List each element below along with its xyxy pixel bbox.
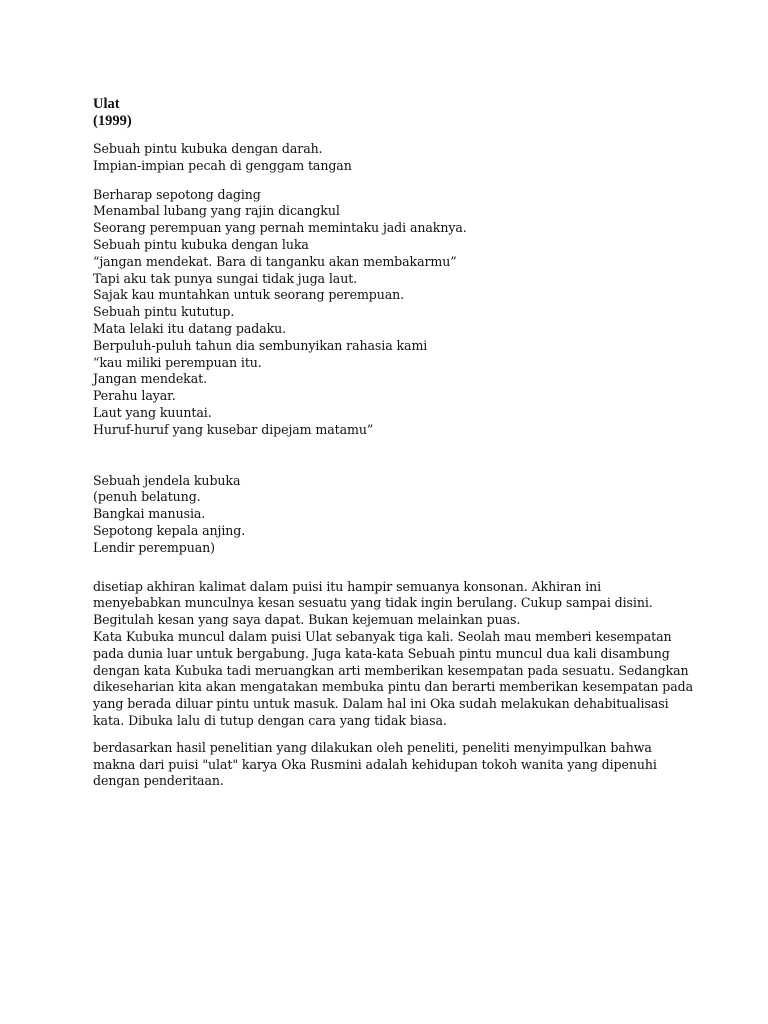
analysis-paragraph-1	[93, 579, 693, 730]
poem-stanza-3	[93, 473, 693, 557]
poem-line: Sebuah pintu kututup.	[93, 304, 235, 320]
poem-line: “jangan mendekat. Bara di tanganku akan membakarmu”	[93, 253, 457, 269]
paragraph-line: disetiap akhiran kalimat dalam puisi itu hampir semuanya konsonan. Akhiran ini	[93, 578, 602, 594]
poem-line: Seorang perempuan yang pernah memintaku jadi anaknya.	[93, 220, 467, 236]
poem-line: (penuh belatung.	[93, 489, 201, 505]
poem-line: Perahu layar.	[93, 388, 176, 404]
paragraph-line: pada dunia luar untuk bergabung. Juga kata-kata Sebuah pintu muncul dua kali disambung	[93, 645, 670, 661]
poem-heading	[93, 96, 693, 130]
paragraph-line: yang berada diluar pintu untuk masuk. Dalam hal ini Oka sudah melakukan dehabitualisasi	[93, 696, 669, 712]
paragraph-line: dengan kata Kubuka tadi meruangkan arti memberikan kesempatan pada sesuatu. Sedangkan	[93, 662, 689, 678]
poem-line: Sepotong kepala anjing.	[93, 522, 246, 538]
poem-line: Menambal lubang yang rajin dicangkul	[93, 203, 340, 219]
paragraph-line: Kata Kubuka muncul dalam puisi Ulat sebanyak tiga kali. Seolah mau memberi kesempatan	[93, 628, 672, 644]
document-page	[93, 96, 693, 790]
analysis-paragraph-2	[93, 740, 693, 790]
poem-year: (1999)	[93, 113, 132, 129]
poem-line: Lendir perempuan)	[93, 539, 215, 555]
poem-line: Impian-impian pecah di genggam tangan	[93, 157, 352, 173]
paragraph-line: makna dari puisi "ulat" karya Oka Rusmini adalah kehidupan tokoh wanita yang dipenuhi	[93, 756, 657, 772]
poem-line: Berpuluh-puluh tahun dia sembunyikan rahasia kami	[93, 337, 428, 353]
poem-title: Ulat	[93, 96, 120, 112]
poem-line: Sajak kau muntahkan untuk seorang perempuan.	[93, 287, 405, 303]
poem-line: Mata lelaki itu datang padaku.	[93, 320, 287, 336]
poem-stanza-2	[93, 187, 693, 439]
paragraph-line: Begitulah kesan yang saya dapat. Bukan kejemuan melainkan puas.	[93, 612, 521, 628]
poem-line: “kau miliki perempuan itu.	[93, 354, 262, 370]
poem-line: Laut yang kuuntai.	[93, 404, 212, 420]
poem-line: Tapi aku tak punya sungai tidak juga laut.	[93, 270, 358, 286]
paragraph-line: dikeseharian kita akan mengatakan membuka pintu dan berarti memberikan kesempatan pada	[93, 679, 694, 695]
poem-line: Jangan mendekat.	[93, 371, 207, 387]
paragraph-line: menyebabkan munculnya kesan sesuatu yang tidak ingin berulang. Cukup sampai disini.	[93, 595, 653, 611]
paragraph-line: dengan penderitaan.	[93, 773, 224, 789]
poem-line: Sebuah jendela kubuka	[93, 472, 241, 488]
paragraph-line: kata. Dibuka lalu di tutup dengan cara yang tidak biasa.	[93, 712, 447, 728]
poem-line: Huruf-huruf yang kusebar dipejam matamu”	[93, 421, 374, 437]
poem-line: Berharap sepotong daging	[93, 186, 261, 202]
poem-line: Sebuah pintu kubuka dengan darah.	[93, 141, 323, 156]
poem-line: Sebuah pintu kubuka dengan luka	[93, 236, 309, 252]
poem-stanza-1	[93, 141, 693, 175]
poem-line: Bangkai manusia.	[93, 506, 206, 522]
paragraph-line: berdasarkan hasil penelitian yang dilakukan oleh peneliti, peneliti menyimpulkan bahwa	[93, 739, 652, 755]
